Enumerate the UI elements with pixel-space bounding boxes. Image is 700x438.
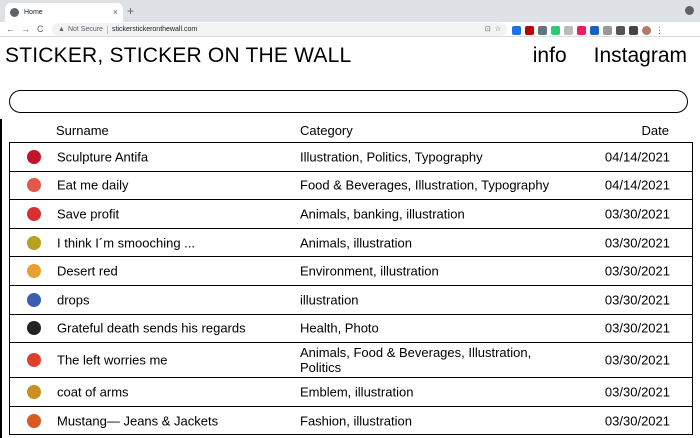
sticker-name[interactable]: The left worries me [57, 352, 168, 368]
sticker-image [27, 385, 41, 399]
sticker-category: illustration [300, 292, 359, 308]
sticker-thumbnail[interactable] [26, 206, 42, 222]
close-tab-icon[interactable]: × [112, 7, 118, 17]
table-row[interactable] [9, 172, 693, 201]
reload-icon[interactable]: C [37, 24, 44, 34]
sticker-name[interactable]: Sculpture Antifa [57, 149, 149, 165]
sticker-date: 03/30/2021 [604, 320, 670, 336]
sticker-date: 03/30/2021 [604, 263, 670, 279]
sticker-name[interactable]: Mustang— Jeans & Jackets [57, 413, 219, 429]
sticker-thumbnail[interactable] [26, 320, 42, 336]
sticker-image [27, 293, 41, 307]
sticker-date: 03/30/2021 [604, 352, 670, 368]
sticker-date: 04/14/2021 [604, 177, 670, 193]
table-row[interactable] [9, 143, 693, 172]
sticker-image [27, 353, 41, 367]
nav-instagram-link[interactable]: Instagram [593, 44, 687, 67]
extension-icon[interactable] [603, 26, 612, 35]
sticker-thumbnail[interactable] [26, 292, 42, 308]
translate-icon[interactable]: ⊡ [484, 26, 491, 33]
sticker-category: Fashion, illustration [300, 413, 412, 429]
sticker-name[interactable]: Desert red [57, 263, 118, 279]
sticker-name[interactable]: drops [57, 292, 90, 308]
nav-info-link[interactable]: info [532, 44, 567, 67]
sticker-date: 03/30/2021 [604, 384, 670, 400]
sticker-name[interactable]: Grateful death sends his regards [57, 320, 246, 336]
table-row[interactable] [9, 229, 693, 258]
sticker-image [27, 414, 41, 428]
browser-toolbar [0, 22, 700, 37]
sticker-thumbnail[interactable] [26, 352, 42, 368]
table-row[interactable] [9, 378, 693, 407]
globe-icon [10, 8, 19, 17]
table-row[interactable] [9, 286, 693, 315]
sticker-image [27, 178, 41, 192]
sticker-date: 03/30/2021 [604, 292, 670, 308]
star-icon[interactable]: ☆ [494, 26, 501, 33]
sticker-category: Emblem, illustration [300, 384, 414, 400]
sticker-thumbnail[interactable] [26, 235, 42, 251]
top-nav [533, 44, 687, 68]
divider [107, 26, 108, 34]
new-tab-button[interactable]: + [127, 4, 135, 18]
warning-icon: ▲ [58, 26, 65, 33]
sticker-image [27, 150, 41, 164]
site-title[interactable]: STICKER, STICKER ON THE WALL [5, 44, 352, 67]
sticker-image [27, 264, 41, 278]
browser-tabstrip [0, 0, 700, 22]
table-left-border [0, 119, 2, 438]
sticker-category: Health, Photo [300, 320, 379, 336]
sticker-thumbnail[interactable] [26, 149, 42, 165]
back-icon[interactable]: ← [6, 24, 15, 34]
extension-icon[interactable] [538, 26, 547, 35]
sticker-category: Animals, Food & Beverages, Illustration, Politics [300, 345, 532, 376]
extension-icon[interactable] [512, 26, 521, 35]
search-input[interactable] [9, 90, 688, 113]
table-header [0, 119, 700, 143]
sticker-date: 04/14/2021 [604, 149, 670, 165]
browser-menu-icon[interactable] [685, 6, 694, 15]
forward-icon[interactable]: → [21, 24, 30, 34]
sticker-date: 03/30/2021 [604, 235, 670, 251]
profile-avatar-icon[interactable] [642, 26, 651, 35]
sticker-category: Illustration, Politics, Typography [300, 149, 483, 165]
extension-icon[interactable] [564, 26, 573, 35]
sticker-name[interactable]: coat of arms [57, 384, 129, 400]
sticker-date: 03/30/2021 [604, 206, 670, 222]
sticker-image [27, 321, 41, 335]
extension-icon[interactable] [525, 26, 534, 35]
table-row[interactable] [9, 315, 693, 344]
table-row[interactable] [9, 343, 693, 378]
browser-tab[interactable] [5, 3, 123, 22]
sticker-category: Animals, banking, illustration [300, 206, 465, 222]
sticker-thumbnail[interactable] [26, 413, 42, 429]
sticker-thumbnail[interactable] [26, 384, 42, 400]
address-bar[interactable] [52, 23, 507, 36]
column-category[interactable]: Category [300, 123, 353, 138]
sticker-category: Animals, illustration [300, 235, 412, 251]
sticker-thumbnail[interactable] [26, 263, 42, 279]
column-date[interactable]: Date [641, 123, 669, 138]
extension-icon[interactable] [577, 26, 586, 35]
sticker-name[interactable]: Eat me daily [57, 177, 129, 193]
kebab-menu-icon[interactable]: ⋮ [655, 25, 664, 35]
table-row[interactable] [9, 200, 693, 229]
sticker-image [27, 207, 41, 221]
sticker-date: 03/30/2021 [604, 413, 670, 429]
extension-icon[interactable] [616, 26, 625, 35]
sticker-image [27, 236, 41, 250]
extensions-bar [512, 25, 664, 36]
sticker-thumbnail[interactable] [26, 177, 42, 193]
table-row[interactable] [9, 407, 693, 436]
sticker-category: Environment, illustration [300, 263, 439, 279]
extension-icon[interactable] [551, 26, 560, 35]
sticker-name[interactable]: I think I´m smooching ... [57, 235, 195, 251]
column-surname[interactable]: Surname [56, 123, 109, 138]
url-text: stickerstickeronthewall.com [111, 26, 198, 33]
sticker-table [9, 142, 693, 435]
sticker-name[interactable]: Save profit [57, 206, 120, 222]
sticker-category: Food & Beverages, Illustration, Typography [300, 177, 550, 193]
table-row[interactable] [9, 257, 693, 286]
extension-icon[interactable] [590, 26, 599, 35]
extension-icon[interactable] [629, 26, 638, 35]
security-label: Not Secure [67, 26, 103, 33]
tab-title: Home [24, 9, 43, 16]
